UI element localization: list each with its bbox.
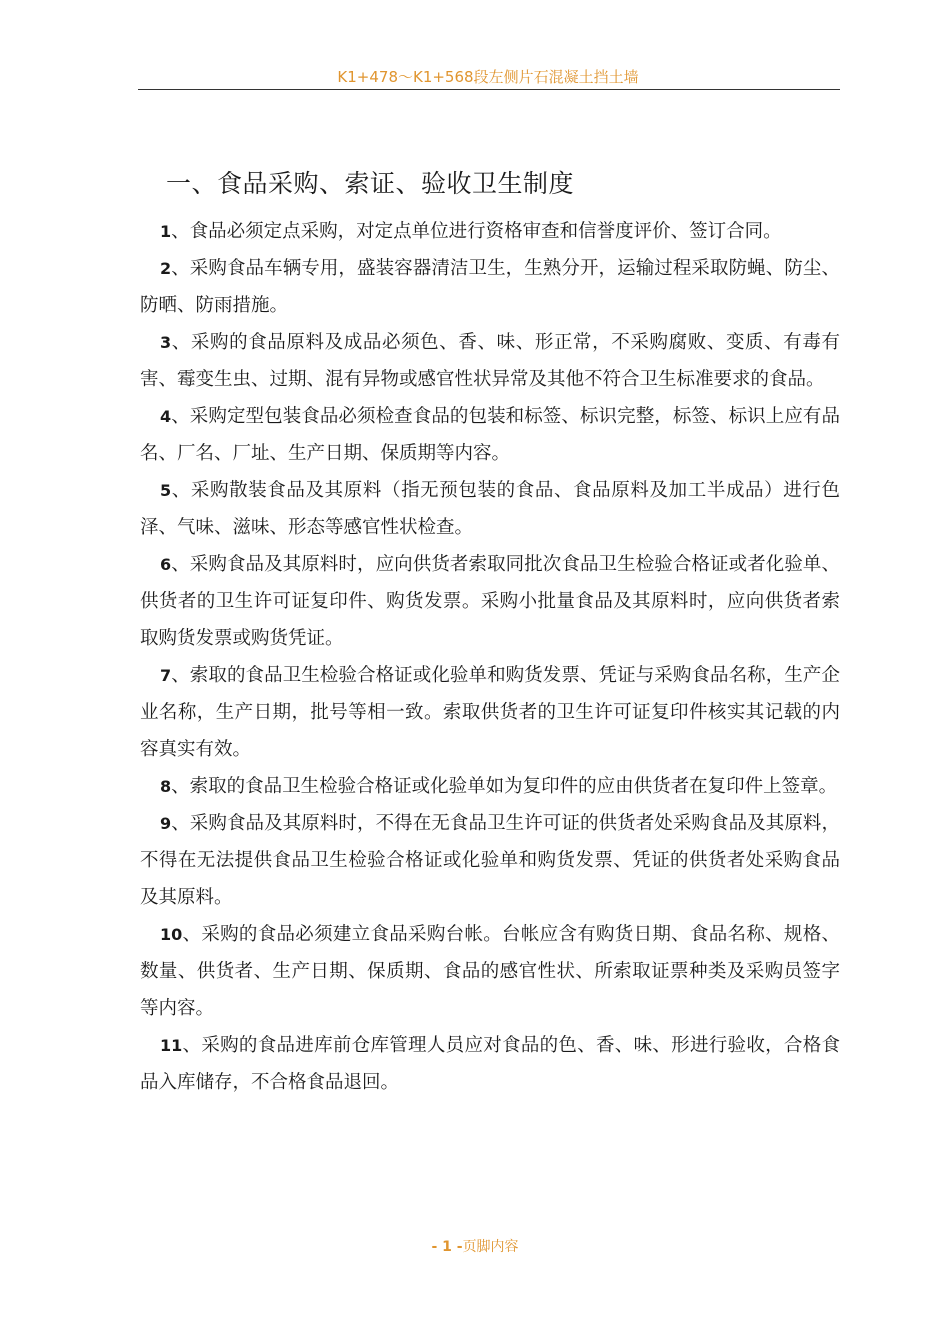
paragraph-text: 、采购食品及其原料时，应向供货者索取同批次食品卫生检验合格证或者化验单、供货者的卫生许可证复印件、购货发票。采购小批量食品及其原料时，应向供货者索取购货发票或购货凭证。 <box>140 554 840 649</box>
paragraph-number: 8 <box>160 777 172 796</box>
paragraph-text: 、索取的食品卫生检验合格证或化验单如为复印件的应由供货者在复印件上签章。 <box>171 776 838 797</box>
paragraph-number: 11 <box>160 1036 183 1055</box>
header-divider <box>138 89 840 90</box>
page-number: - 1 - <box>431 1239 463 1255</box>
paragraph-number: 10 <box>160 925 183 944</box>
paragraph-number: 5 <box>160 481 172 500</box>
paragraph-text: 、采购食品车辆专用，盛装容器清洁卫生，生熟分开，运输过程采取防蝇、防尘、防晒、防雨措施。 <box>140 258 840 316</box>
paragraph-10 <box>140 916 840 1027</box>
paragraph-text: 、食品必须定点采购，对定点单位进行资格审查和信誉度评价、签订合同。 <box>171 221 782 242</box>
paragraph-text: 、采购的食品必须建立食品采购台帐。台帐应含有购货日期、食品名称、规格、数量、供货者、生产日期、保质期、食品的感官性状、所索取证票种类及采购员签字等内容。 <box>140 924 840 1019</box>
document-body <box>140 213 840 1101</box>
section-title: 一、食品采购、索证、验收卫生制度 <box>166 169 575 198</box>
paragraph-9 <box>140 805 840 916</box>
paragraph-number: 4 <box>160 407 172 426</box>
paragraph-4 <box>140 398 840 472</box>
paragraph-number: 7 <box>160 666 172 685</box>
paragraph-text: 、采购定型包装食品必须检查食品的包装和标签、标识完整，标签、标识上应有品名、厂名、厂址、生产日期、保质期等内容。 <box>140 406 840 464</box>
paragraph-number: 3 <box>160 333 172 352</box>
paragraph-6 <box>140 546 840 657</box>
page-header: K1+478～K1+568段左侧片石混凝土挡土墙 <box>337 68 639 86</box>
page-footer <box>0 1236 950 1256</box>
paragraph-3 <box>140 324 840 398</box>
paragraph-number: 9 <box>160 814 172 833</box>
paragraph-5 <box>140 472 840 546</box>
footer-label: 页脚内容 <box>462 1239 519 1255</box>
paragraph-8 <box>140 768 840 805</box>
paragraph-1 <box>140 213 840 250</box>
paragraph-text: 、采购散装食品及其原料（指无预包装的食品、食品原料及加工半成品）进行色泽、气味、滋味、形态等感官性状检查。 <box>140 480 840 538</box>
paragraph-11 <box>140 1027 840 1101</box>
paragraph-number: 2 <box>160 259 172 278</box>
paragraph-number: 1 <box>160 222 172 241</box>
paragraph-7 <box>140 657 840 768</box>
paragraph-text: 、采购的食品原料及成品必须色、香、味、形正常，不采购腐败、变质、有毒有害、霉变生虫、过期、混有异物或感官性状异常及其他不符合卫生标准要求的食品。 <box>140 332 840 390</box>
paragraph-text: 、采购的食品进库前仓库管理人员应对食品的色、香、味、形进行验收，合格食品入库储存，不合格食品退回。 <box>140 1035 840 1093</box>
paragraph-2 <box>140 250 840 324</box>
paragraph-number: 6 <box>160 555 172 574</box>
paragraph-text: 、索取的食品卫生检验合格证或化验单和购货发票、凭证与采购食品名称，生产企业名称，生产日期，批号等相一致。索取供货者的卫生许可证复印件核实其记载的内容真实有效。 <box>140 665 840 760</box>
paragraph-text: 、采购食品及其原料时，不得在无食品卫生许可证的供货者处采购食品及其原料，不得在无法提供食品卫生检验合格证或化验单和购货发票、凭证的供货者处采购食品及其原料。 <box>140 813 840 908</box>
